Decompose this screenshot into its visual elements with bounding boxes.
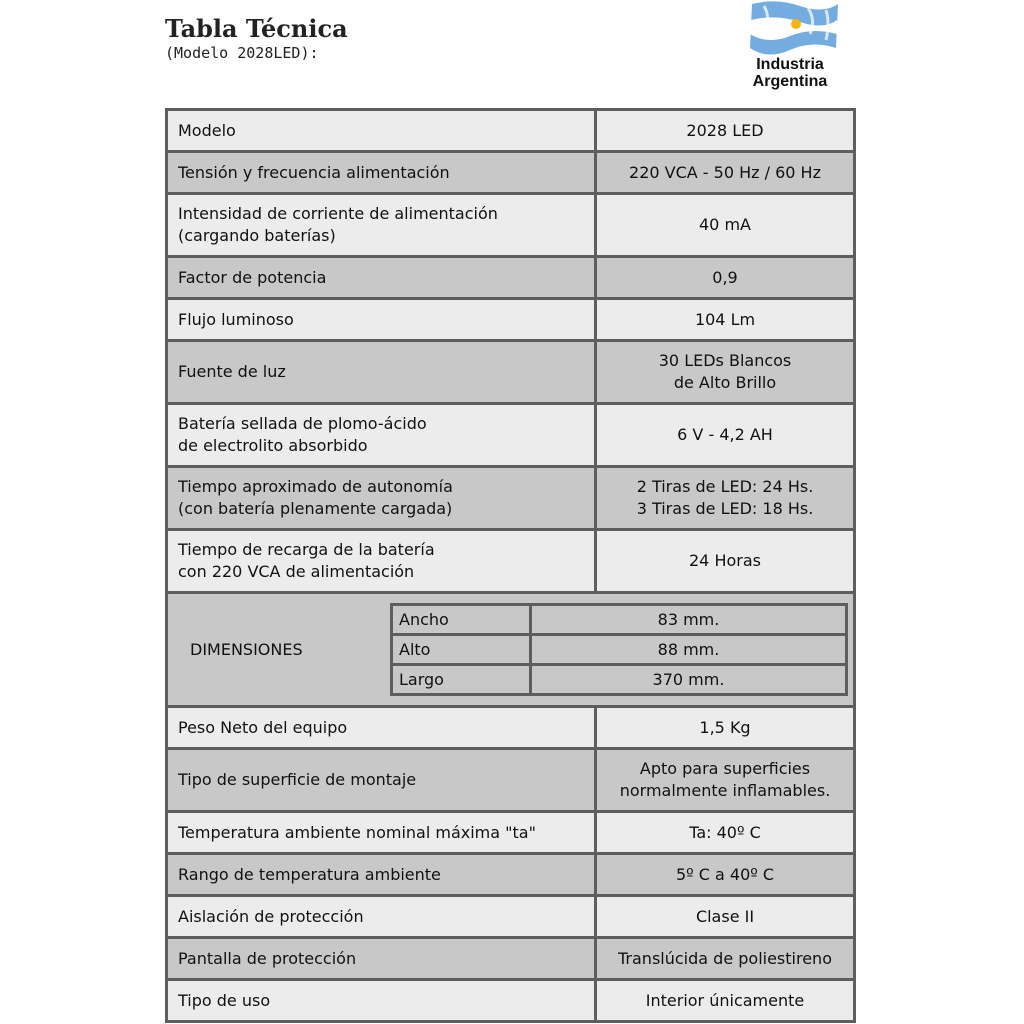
table-row [167,896,855,938]
page-title: Tabla Técnica [165,14,348,43]
row-value: 220 VCA - 50 Hz / 60 Hz [596,152,855,194]
table-row [167,467,855,530]
row-value: 40 mA [596,194,855,257]
row-value: 5º C a 40º C [596,854,855,896]
table-row [167,299,855,341]
row-label: Tipo de superficie de montaje [167,749,596,812]
row-label: Temperatura ambiente nominal máxima "ta" [167,812,596,854]
row-value-line-2: de Alto Brillo [673,373,777,392]
row-value-line-2: normalmente inflamables. [619,781,831,800]
row-value [596,341,855,404]
dimension-row [392,665,847,695]
dimension-value: 88 mm. [531,635,847,665]
industria-argentina-logo [738,0,848,96]
row-label: Fuente de luz [167,341,596,404]
row-value-line-1: Apto para superficies [639,759,811,778]
dimension-key: Alto [392,635,531,665]
row-label-line-2: de electrolito absorbido [178,436,368,455]
row-value: 0,9 [596,257,855,299]
row-label: Flujo luminoso [167,299,596,341]
row-value: Translúcida de poliestireno [596,938,855,980]
table-row [167,980,855,1022]
row-value-line-1: 2 Tiras de LED: 24 Hs. [636,477,814,496]
table-row [167,854,855,896]
table-row [167,257,855,299]
row-label-line-2: (con batería plenamente cargada) [178,499,453,518]
row-label [167,467,596,530]
row-value: 6 V - 4,2 AH [596,404,855,467]
row-value [596,749,855,812]
row-value: 24 Horas [596,530,855,593]
dimension-value: 370 mm. [531,665,847,695]
row-label: Factor de potencia [167,257,596,299]
dimensions-row [167,593,855,707]
table-row [167,530,855,593]
row-value [596,467,855,530]
row-label: Pantalla de protección [167,938,596,980]
table-row [167,938,855,980]
row-value: 104 Lm [596,299,855,341]
argentina-flag-icon [746,0,842,56]
table-row [167,152,855,194]
dimensions-label: DIMENSIONES [190,639,303,659]
row-label: Aislación de protección [167,896,596,938]
logo-line-2: Argentina [752,73,828,90]
row-label [167,530,596,593]
dimension-key: Ancho [392,605,531,635]
row-label-line-1: Tiempo de recarga de la batería [178,540,435,559]
row-label-line-1: Tiempo aproximado de autonomía [178,477,453,496]
dimension-value: 83 mm. [531,605,847,635]
row-value-line-2: 3 Tiras de LED: 18 Hs. [636,499,814,518]
row-label-line-1: Intensidad de corriente de alimentación [178,204,498,223]
dimension-key: Largo [392,665,531,695]
table-row [167,404,855,467]
row-label: Modelo [167,110,596,152]
dimension-row [392,635,847,665]
row-value-line-1: 30 LEDs Blancos [658,351,792,370]
row-label: Rango de temperatura ambiente [167,854,596,896]
row-value: Ta: 40º C [596,812,855,854]
technical-table [165,108,856,1023]
table-row [167,707,855,749]
dimensions-table [390,603,848,696]
row-value: 1,5 Kg [596,707,855,749]
row-label [167,194,596,257]
logo-text [738,56,842,90]
dimensions-cell [167,593,855,707]
row-value: 2028 LED [596,110,855,152]
row-value: Interior únicamente [596,980,855,1022]
table-row [167,194,855,257]
table-row [167,812,855,854]
row-label-line-2: con 220 VCA de alimentación [178,562,415,581]
row-label: Peso Neto del equipo [167,707,596,749]
table-row [167,749,855,812]
dimension-row [392,605,847,635]
row-label-line-2: (cargando baterías) [178,226,336,245]
model-subtitle: (Modelo 2028LED): [165,44,319,62]
table-row [167,110,855,152]
row-label: Tensión y frecuencia alimentación [167,152,596,194]
row-value: Clase II [596,896,855,938]
logo-line-1: Industria [756,56,824,73]
row-label: Tipo de uso [167,980,596,1022]
row-label [167,404,596,467]
table-row [167,341,855,404]
row-label-line-1: Batería sellada de plomo-ácido [178,414,427,433]
